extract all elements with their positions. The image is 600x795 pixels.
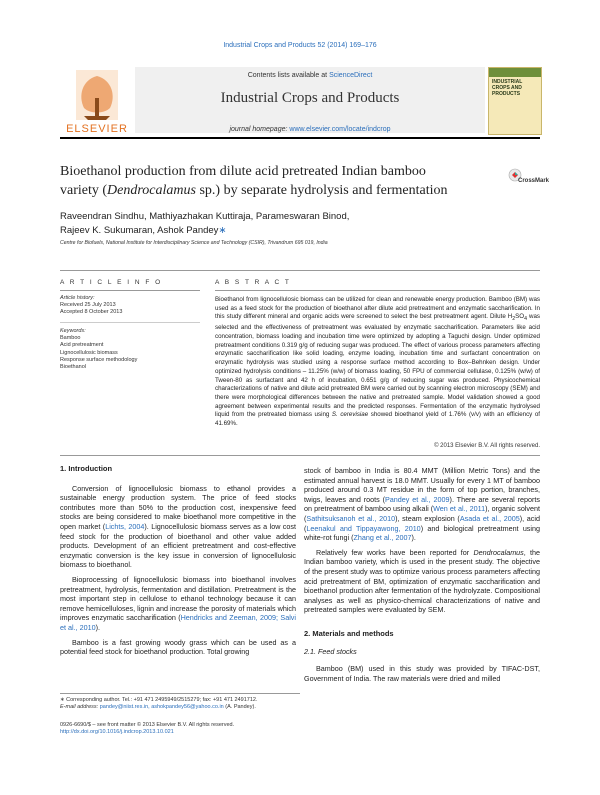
title-genus: Dendrocalamus bbox=[107, 183, 196, 198]
doi-link[interactable]: http://dx.doi.org/10.1016/j.indcrop.2013.10.021 bbox=[60, 729, 174, 735]
email-link[interactable]: pandey@niist.res.in, ashokpandey56@yahoo.co.in bbox=[99, 704, 224, 710]
keywords-label: Keywords: bbox=[60, 328, 86, 334]
title-line-2-pre: variety ( bbox=[60, 183, 108, 198]
authors-line-1: Raveendran Sindhu, Mathiyazhakan Kuttiraja, Parameswaran Binod, bbox=[60, 211, 350, 222]
body-divider bbox=[60, 455, 540, 456]
corresponding-author-footnote: ∗ Corresponding author. Tel.: +91 471 2495949/2515279; fax: +91 471 2491712. E-mail address: pandey@niist.res.in, ashokpandey56@yahoo.co.in (A. Pandey). bbox=[60, 697, 258, 710]
citation-link[interactable]: Leenakul and Tippayawong, 2010 bbox=[306, 523, 421, 533]
title-line-1: Bioethanol production from dilute acid pretreated Indian bamboo bbox=[60, 164, 426, 179]
accepted-date: Accepted 8 October 2013 bbox=[60, 309, 123, 316]
keywords-rule bbox=[60, 322, 200, 323]
left-column bbox=[60, 464, 296, 657]
intro-paragraph-1: Conversion of lignocellulosic biomass to ethanol provides a sustainable energy production system. The price of feed stocks contributes more than 50% to the production cost, inexpensive feed stocks are being considered to make bioethanol more competitive in the open market (Lichts, 2004). Lignocellulosic biomass serves as a low cost feed stock for the production of bioethanol and other value added products. Development of an efficient pretreatment and cost-effective enzymatic conversion is the key issue in conversion of lignocellulosic biomass to bioethanol. bbox=[60, 483, 296, 570]
abstract-rule bbox=[215, 290, 540, 291]
sciencedirect-link[interactable]: ScienceDirect bbox=[329, 72, 373, 79]
contents-available bbox=[135, 72, 485, 79]
affiliation: Centre for Biofuels, National Institute for Interdisciplinary Science and Technology (CSIR), Trivandrum 695 019, India bbox=[60, 240, 328, 246]
article-title bbox=[60, 162, 500, 200]
right-paragraph-1: stock of bamboo in India is 80.4 MMT (Million Metric Tons) and the estimated annual harvest is 18.0 MMT. Usually for every 1 MT of bamboo produced around 0.3 MT residue in the form of top portion, branches, twigs, leaves and roots (Pandey et al., 2009). There are several reports on pretreatment of bamboo using alkali (Wen et al., 2011), organic solvent (Sathitsuksanoh et al., 2010), steam explosion (Asada et al., 2005), acid (Leenakul and Tippayawong, 2010) and biological pretreatment using white-rot fungi (Zhang et al., 2007). bbox=[304, 466, 540, 543]
right-paragraph-2: Relatively few works have been reported for Dendrocalamus, the Indian bamboo variety, which is used in the present study. The objective of the present study was to optimize various process parameters affecting acid pretreatment of BM, optimization of enzymatic saccharification and bioethanol production after fermentation of the hydrolyzate. Compositional analyses as well as physico-chemical characterizations of native and pretreated samples were evaluated by SEM. bbox=[304, 547, 540, 615]
citation-link[interactable]: Zhang et al., 2007 bbox=[353, 533, 412, 543]
crossmark-label[interactable]: CrossMark bbox=[518, 178, 550, 184]
keyword: Bioethanol bbox=[60, 364, 86, 371]
citation-link[interactable]: Pandey et al., 2009 bbox=[384, 494, 450, 504]
keyword: Acid pretreatment bbox=[60, 342, 104, 349]
citation-link[interactable]: Asada et al., 2005 bbox=[459, 513, 520, 523]
introduction-heading: 1. Introduction bbox=[60, 464, 113, 473]
intro-paragraph-3: Bamboo is a fast growing woody grass which can be used as a potential feed stock for bioethanol production. Total growing bbox=[60, 637, 296, 657]
abstract-heading: A B S T R A C T bbox=[215, 279, 291, 286]
contents-prefix: Contents lists available at bbox=[247, 72, 328, 79]
title-line-2-post: sp.) by separate hydrolysis and fermentation bbox=[195, 183, 448, 198]
keywords bbox=[60, 328, 200, 371]
author-list bbox=[60, 210, 530, 238]
abstract-copyright: © 2013 Elsevier B.V. All rights reserved. bbox=[434, 443, 540, 449]
journal-title: Industrial Crops and Products bbox=[220, 90, 400, 106]
abstract-text: Bioethanol from lignocellulosic biomass can be utilized for clean and renewable energy production. Bamboo (BM) was used as a feed stock for the production of bioethanol after dilute acid pretreatment and enzymatic saccharification. In this study different mineral and organic acids were screened to select the best pretreatment agent. Dilute $H_2SO_4$ was selected and the effectiveness of pretreatment was evaluated by enzymatic saccharification. Parameters like acid concentration, biomass loading and incubation time were optimized by adopting a Taguchi design. Under optimized pretreatment conditions 0.319 g/g of reducing sugar was produced. The effect of various process parameters affecting enzymatic saccharification like solid loading, enzyme loading, incubation time and surfactant concentration on enzymatic hydrolysis was studied using a response surface method according to Box–Behnken design. Under optimized hydrolysis conditions – 11.25% (w/w) of biomass loading, 50 FPU of commercial cellulase, 0.125% (w/w) of Tween-80 as surfactant and 42 h of incubation, 0.651 g/g of reducing sugar was produced. Physicochemical characterizations of native and dilute acid pretreated BM were carried out by scanning electron microscopy (SEM) and there were morphological differences between the native and pretreated sample. Model validation showed a good agreement between experimental results and the predicted responses. Fermentation of the enzymatic hydrolysed liquid from the pretreated biomass using S. cerevisiae showed bioethanol yield of 1.76% (v/v) with an efficiency of 41.69%. bbox=[215, 296, 540, 428]
right-column bbox=[304, 466, 540, 683]
cover-title: INDUSTRIAL CROPS AND PRODUCTS bbox=[492, 79, 523, 97]
info-divider-top bbox=[60, 270, 540, 271]
feedstocks-heading: 2.1. Feed stocks bbox=[304, 646, 357, 656]
received-date: Received 25 July 2013 bbox=[60, 302, 116, 309]
intro-paragraph-2: Bioprocessing of lignocellulosic biomass into bioethanol involves pretreatment, hydrolysis, fermentation and distillation. Pretreatment is the most important step in cellulose to ethanol technology because it can remove hemicelluloses, lignin and increase the porosity of materials which improves enzymatic saccharification (Hendricks and Zeeman, 2009; Salvi et al., 2010). bbox=[60, 574, 296, 632]
journal-homepage bbox=[135, 126, 485, 133]
citation-link[interactable]: Lichts, 2004 bbox=[105, 521, 145, 531]
publisher-name: ELSEVIER bbox=[66, 123, 128, 135]
header-divider bbox=[60, 137, 540, 139]
citation-link[interactable]: Sathitsuksanoh et al., 2010 bbox=[306, 513, 396, 523]
journal-cover-image bbox=[488, 67, 542, 135]
cover-band bbox=[489, 68, 541, 77]
issn-footnote: 0926-6690/$ – see front matter © 2013 Elsevier B.V. All rights reserved. http://dx.doi.org/10.1016/j.indcrop.2013.10.021 bbox=[60, 722, 235, 735]
methods-heading: 2. Materials and methods bbox=[304, 628, 394, 638]
citation-link[interactable]: Hendricks and Zeeman, 2009; Salvi et al., 2010 bbox=[60, 613, 296, 632]
footnote-rule bbox=[60, 693, 300, 694]
homepage-link[interactable]: www.elsevier.com/locate/indcrop bbox=[289, 126, 391, 133]
journal-reference[interactable]: Industrial Crops and Products 52 (2014) 169–176 bbox=[223, 42, 377, 49]
keyword: Bamboo bbox=[60, 335, 81, 342]
feedstocks-paragraph: Bamboo (BM) used in this study was provided by TIFAC-DST, Government of India. The raw materials were dried and milled bbox=[304, 664, 540, 683]
article-info-heading: A R T I C L E I N F O bbox=[60, 279, 163, 286]
corresponding-author-mark[interactable]: ∗ bbox=[218, 225, 227, 236]
article-info-rule bbox=[60, 290, 200, 291]
keyword: Response surface methodology bbox=[60, 356, 138, 363]
citation-link[interactable]: Wen et al., 2011 bbox=[433, 504, 486, 514]
article-history bbox=[60, 295, 200, 317]
authors-line-2: Rajeev K. Sukumaran, Ashok Pandey bbox=[60, 225, 219, 236]
keyword: Lignocellulosic biomass bbox=[60, 349, 118, 356]
history-label: Article history: bbox=[60, 295, 95, 301]
homepage-prefix: journal homepage: bbox=[229, 126, 288, 133]
